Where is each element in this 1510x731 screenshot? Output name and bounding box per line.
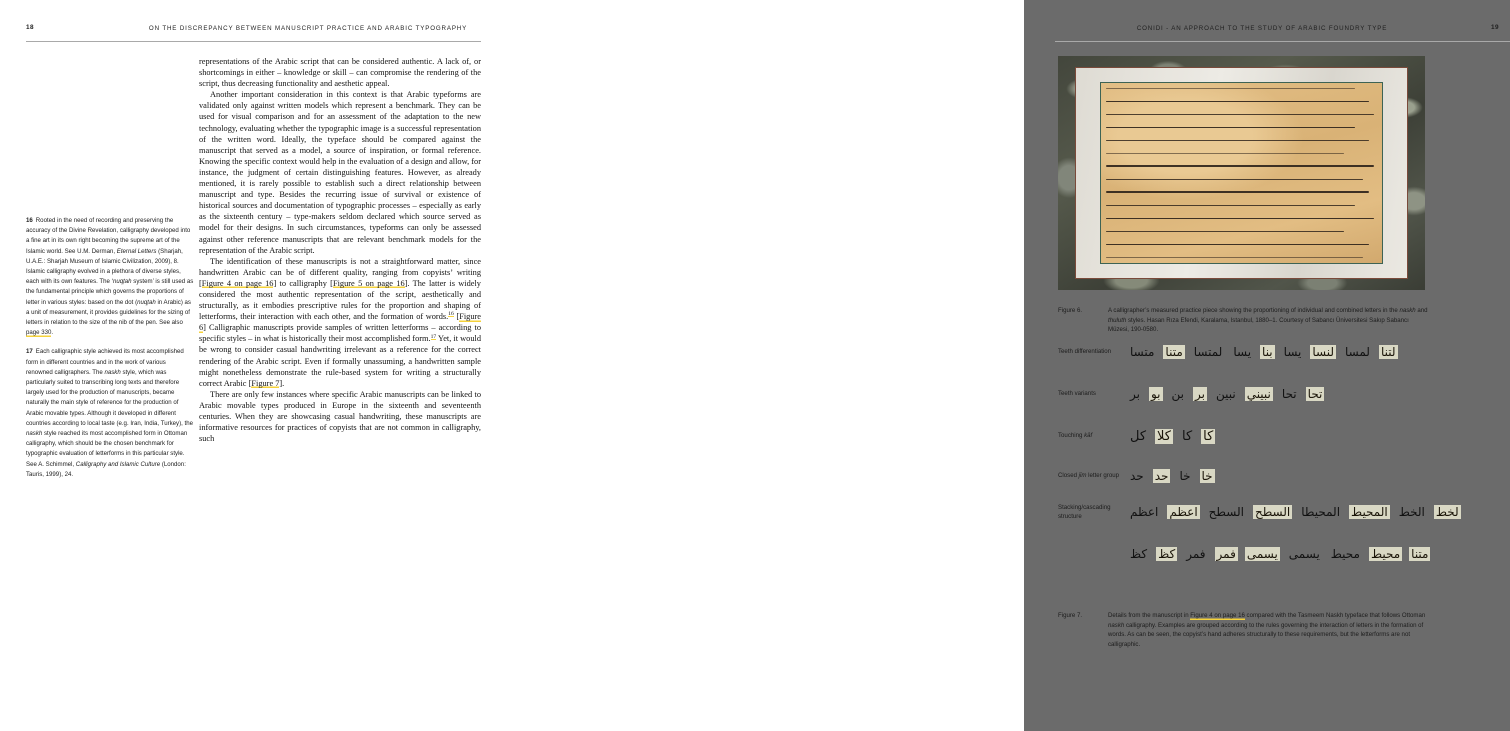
script-line: [1106, 165, 1374, 167]
footnote-marker[interactable]: 16: [448, 311, 454, 318]
typeface-sample: يسمى: [1288, 547, 1320, 561]
figure-7-caption: [1058, 611, 1436, 649]
manuscript-sample: اعظم: [1169, 505, 1198, 519]
script-line: [1106, 114, 1374, 115]
text-run: There are only few instances where specific Arabic manuscripts can be linked to Arabic movable types produced in Europe in the sixteenth and seventeenth centuries. When they are showcasing casual handwriting, these manuscripts are informative resources for practices of copyists that are not common in calligraphy, such: [199, 389, 481, 444]
manuscript-outer-mat: [1075, 67, 1408, 279]
specimen-cells: [1128, 345, 1432, 359]
typeface-sample: لمسا: [1345, 345, 1370, 359]
manuscript-sample: محيط: [1370, 547, 1401, 561]
italic-term: naskh: [1108, 621, 1125, 629]
header-rule-right: [1055, 41, 1510, 42]
typeface-sample: السطح: [1208, 505, 1244, 519]
running-head-right: CONIDI - AN APPROACH TO THE STUDY OF ARABIC FOUNDRY TYPE: [1136, 25, 1388, 32]
script-line: [1106, 88, 1355, 89]
typeface-sample: لمتسا: [1193, 345, 1223, 359]
body-paragraph: [199, 256, 481, 389]
text-run: system’ is still used as the fundamental principle which governs the proportions of letter in various styles: based on the dot (: [26, 278, 194, 306]
text-run: A calligrapher’s measured practice piece showing the proportioning of individual and combined letters in the: [1108, 307, 1400, 314]
specimen-cells: [1128, 505, 1459, 519]
specimen-row-label: [1058, 431, 1120, 440]
text-run: calligraphy. Examples are grouped according to the rules governing the interaction of letters in the formation of words. As can be seen, the copyist’s hand adheres structurally to these requirements, but the letterforms are not calligraphic.: [1108, 621, 1424, 648]
manuscript-sample: بو: [1150, 387, 1161, 401]
typeface-sample: كا: [1182, 428, 1193, 444]
typeface-sample: تحا: [1281, 387, 1297, 401]
script-line: [1106, 127, 1355, 129]
body-paragraph: [199, 89, 481, 255]
manuscript-sample: متنا: [1165, 345, 1183, 359]
header-rule-left: [26, 41, 481, 42]
calligraphy-lines: [1106, 88, 1377, 258]
text-run: Another important consideration in this context is that Arabic typeforms are validated only against written models which represent a benchmark. They can be used for visual comparison and for an assessment of the adaptation to the new technology, evaluating whether the typographic image is a successful representation of the written word. Ideally, the typeface should be compared against the manuscript that served as a model, a source of inspiration, or formal reference. Knowing the specific context would help in the evaluation of a design and allow, for instance, the judgment of certain distinguishing features. However, as already mentioned, it is rarely possible to establish such a direct relationship between manuscript and type. Besides the recurring issue of survival or existence of historical sources and documentation of typographic processes – especially as early as the sixteenth century – type-makers seldom declared which source served as model for their designs. In such circumstances, typeforms can only be assessed against other reference manuscripts that are relevant benchmark models for the representation of the Arabic script.: [199, 90, 481, 255]
text-run: Closed: [1058, 472, 1079, 480]
cross-reference-link[interactable]: Figure 5 on page 16: [332, 278, 405, 288]
text-run: Yet, it would be wrong to consider casual handwriting irrelevant as a reference for the correct rendering of the Arabic script. Even if formally unassuming, a handwritten sample might nonetheless demonstrate the rule-based system for writing a structurally correct Arabic [: [199, 334, 481, 388]
cross-reference-link[interactable]: Figure 6: [199, 312, 481, 333]
body-text-left-page: [199, 56, 481, 444]
script-line: [1106, 231, 1344, 232]
body-paragraph: [199, 56, 481, 89]
italic-term: nuqṭah: [137, 298, 156, 306]
manuscript-sample: كا: [1203, 428, 1214, 444]
text-run: (Sharjah, U.A.E.: Sharjah Museum of Islamic Civilization, 2009), 8. Islamic calligraphy evolved in a plethora of diverse styles, each with its own features. The ‘: [26, 247, 183, 286]
text-run: representations of the Arabic script that can be considered authentic. A lack of, or shortcomings in either – knowledge or skill – can compromise the rendering of the script, thus decreasing functionality and aesthetic appeal.: [199, 57, 481, 89]
typeface-sample: كظ: [1130, 547, 1148, 561]
text-run: [: [453, 312, 460, 322]
margin-notes: [26, 216, 194, 489]
manuscript-sample: بر: [1195, 387, 1205, 401]
figure-6-manuscript-image: [1058, 56, 1425, 290]
text-run: styles. Hasan Rıza Efendi, Karalama, Istanbul, 1880–1. Courtesy of Sabancı Üniversitesi Sakıp Sabancı Müzesi, 190-0580.: [1108, 316, 1409, 334]
italic-term: naskh: [1399, 307, 1416, 314]
typeface-sample: نبين: [1215, 387, 1236, 401]
manuscript-sample: خا: [1201, 469, 1213, 483]
figure-6-caption-text: [1108, 306, 1428, 335]
text-run: ]. The latter is widely considered the most authentic representation of the script, aesthetically and structurally, as it embodies prescriptive rules for the proportion and shaping of letterforms, their interaction with each other, and the formation of words.: [199, 278, 481, 322]
script-line: [1106, 153, 1344, 154]
italic-term: naskh: [26, 430, 43, 438]
script-line: [1106, 244, 1369, 246]
typeface-sample: فمر: [1186, 547, 1206, 561]
manuscript-sample: لتنا: [1380, 345, 1396, 359]
body-paragraph: [199, 389, 481, 444]
cross-reference-link[interactable]: Figure 4 on page 16: [201, 278, 274, 288]
text-run: and: [1415, 307, 1428, 314]
left-page: [0, 0, 512, 731]
script-line: [1106, 218, 1374, 220]
text-run: The identification of these manuscripts is not a straightforward matter, since handwritten Arabic can be of different quality, ranging from copyists’ writing [: [199, 256, 481, 288]
typeface-sample: يسا: [1283, 345, 1302, 359]
footnote-marker[interactable]: 17: [430, 333, 437, 340]
specimen-cells: [1128, 547, 1432, 561]
script-line: [1106, 191, 1369, 193]
running-head-left: ON THE DISCREPANCY BETWEEN MANUSCRIPT PRACTICE AND ARABIC TYPOGRAPHY: [148, 25, 468, 32]
margin-note-number: 17: [26, 348, 33, 356]
text-run: compared with the Tasmeem Naskh typeface that follows Ottoman: [1244, 612, 1426, 619]
typeface-sample: متسا: [1130, 345, 1155, 359]
folio-number-right: 19: [1491, 24, 1499, 31]
manuscript-panel: [1100, 82, 1383, 264]
manuscript-sample: يسمى: [1246, 547, 1278, 561]
manuscript-sample: كلا: [1157, 428, 1171, 444]
italic-term: nuqṭah: [112, 278, 132, 286]
manuscript-sample: كظ: [1158, 547, 1176, 561]
text-run: Details from the manuscript in: [1108, 612, 1191, 619]
manuscript-sample: لخط: [1435, 505, 1459, 519]
text-run: letter group: [1086, 472, 1119, 480]
typeface-sample: يسا: [1233, 345, 1252, 359]
typeface-sample: كل: [1130, 428, 1147, 444]
specimen-cells: [1128, 429, 1432, 444]
cross-reference-link[interactable]: Figure 7: [251, 378, 280, 388]
margin-note: [26, 347, 194, 480]
typeface-sample: الخط: [1398, 505, 1425, 519]
figure-6-caption: [1058, 306, 1428, 335]
text-run: Rooted in the need of recording and preserving the accuracy of the Divine Revelation, calligraphy developed into a fine art in its own right becoming the supreme art of the Islamic world. See U.M. Derman,: [26, 217, 191, 255]
manuscript-sample: المحيط: [1351, 505, 1388, 519]
specimen-row-label: [1058, 503, 1120, 522]
manuscript-sample: فمر: [1216, 547, 1236, 561]
cross-reference-link[interactable]: Figure 4 on page 16: [1190, 612, 1245, 619]
italic-term: kāf: [1084, 432, 1093, 440]
specimen-row-label: [1058, 347, 1120, 356]
manuscript-sample: متنا: [1411, 547, 1429, 561]
italic-term: Eternal Letters: [116, 247, 157, 255]
specimen-cells: [1128, 469, 1432, 483]
margin-note-number: 16: [26, 217, 33, 224]
italic-term: jīm: [1078, 472, 1087, 480]
text-run: Each calligraphic style achieved its most accomplished form in different countries and in the work of various renowned calligraphers. The: [26, 348, 184, 376]
specimen-row-label: [1058, 389, 1120, 398]
typeface-sample: بن: [1171, 387, 1184, 401]
script-line: [1106, 179, 1363, 180]
text-run: (London: Tauris, 1999), 24.: [26, 460, 186, 478]
manuscript-sample: نبيني: [1246, 387, 1271, 401]
text-run: Stacking/cascading structure: [1058, 503, 1111, 520]
script-line: [1106, 205, 1355, 206]
cross-reference-link[interactable]: page 330: [26, 329, 52, 337]
folio-number-left: 18: [26, 24, 34, 31]
typeface-sample: اعظم: [1130, 505, 1159, 519]
typeface-sample: المحيطا: [1301, 505, 1341, 519]
figure-7-caption-text: [1108, 611, 1436, 649]
text-run: Teeth variants: [1058, 390, 1096, 398]
script-line: [1106, 257, 1363, 258]
text-run: style, which was particularly suited to transcribing long texts and therefore largely used for the production of manuscripts, became naturally the main style of reference for the production of Arabic movable types. Although it developed in different countries according to local taste (e.g. Iran, India, Turkey), the: [26, 368, 193, 427]
text-run: ] Calligraphic manuscripts provide samples of written letterforms – according to specific styles – in what is historically their most accomplished form.: [199, 323, 481, 344]
manuscript-sample: تحا: [1307, 387, 1323, 401]
italic-term: naskh: [104, 368, 121, 376]
manuscript-sample: لنسا: [1312, 345, 1334, 359]
typeface-sample: خا: [1179, 469, 1191, 483]
italic-term: Calligraphy and Islamic Culture: [75, 460, 161, 468]
typeface-sample: بر: [1130, 387, 1140, 401]
script-line: [1106, 101, 1369, 103]
typeface-sample: محيط: [1330, 547, 1360, 561]
manuscript-sample: حد: [1154, 469, 1169, 483]
text-run: Teeth differentiation: [1058, 348, 1112, 356]
figure-7-specimen-grid: [1058, 345, 1459, 597]
typeface-sample: حد: [1130, 469, 1144, 483]
figure-6-label: Figure 6.: [1058, 307, 1083, 314]
script-line: [1106, 140, 1369, 141]
text-run: in Arabic) as a unit of measurement, it provides guidelines for the sizing of letters in relation to the size of the nib of the pen. See also: [26, 298, 191, 327]
italic-term: thuluth: [1108, 316, 1127, 324]
text-run: Touching: [1058, 432, 1085, 440]
manuscript-sample: السطح: [1254, 505, 1291, 519]
specimen-cells: [1128, 387, 1432, 401]
specimen-row-label: [1058, 471, 1120, 480]
text-run: style reached its most accomplished form in Ottoman calligraphy, which should be the chosen benchmark for typographic evaluation of letterforms in this particular style. See A. Schimmel,: [26, 430, 188, 468]
text-run: ].: [279, 378, 285, 388]
text-run: ] to calligraphy [: [273, 278, 333, 288]
figure-7-label: Figure 7.: [1058, 612, 1083, 619]
manuscript-sample: بنا: [1262, 345, 1273, 359]
right-page: [512, 0, 1499, 731]
text-run: .: [51, 329, 54, 337]
margin-note: [26, 216, 194, 338]
